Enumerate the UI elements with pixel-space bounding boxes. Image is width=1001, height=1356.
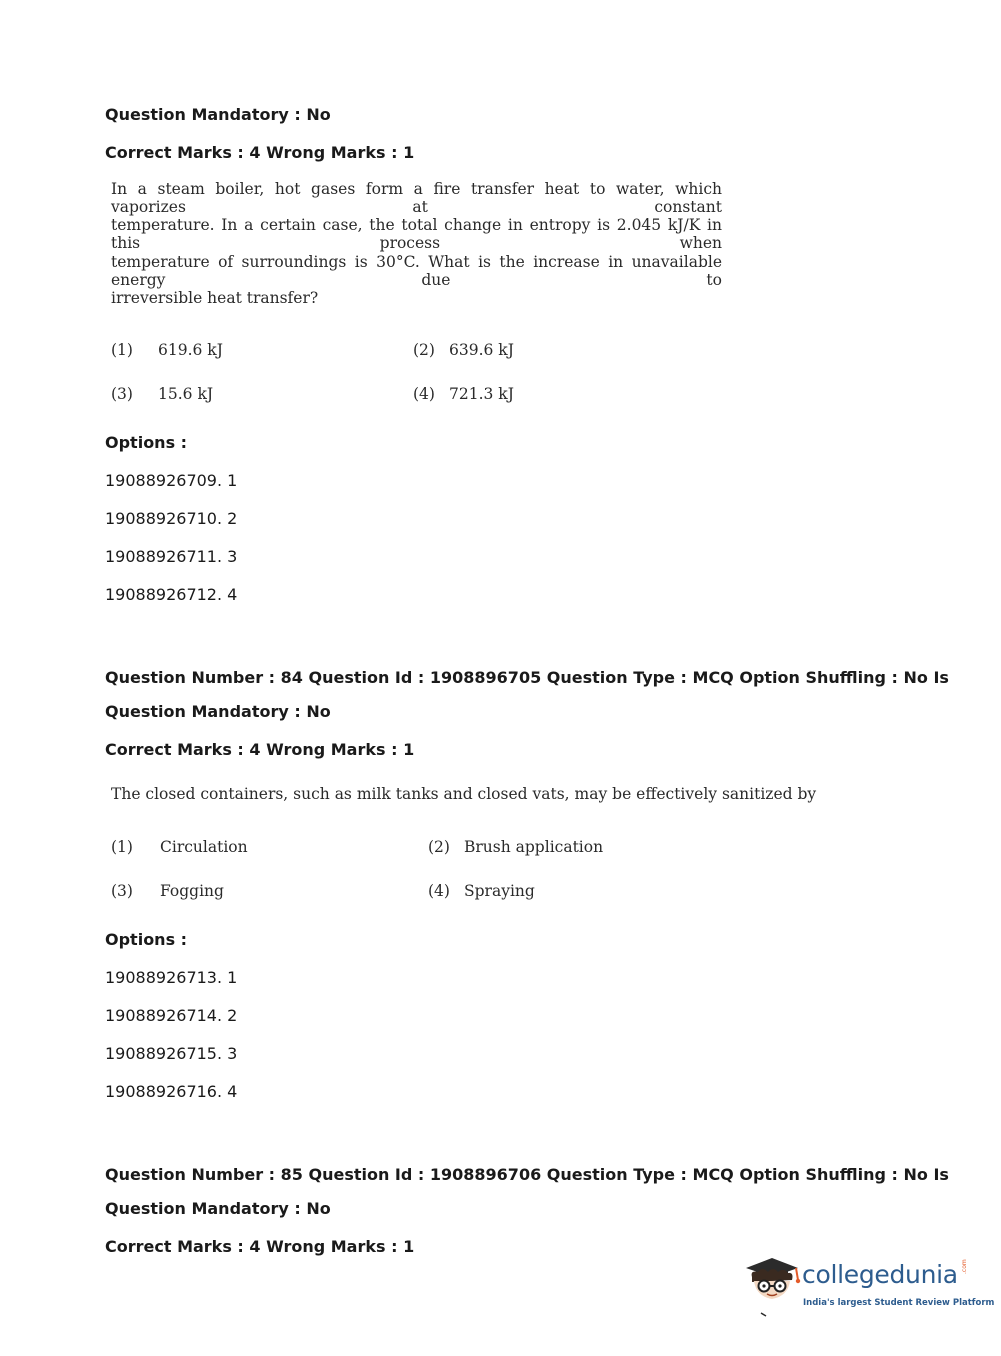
- answer-choice: [428, 838, 603, 856]
- option-id: 19088926716. 4: [105, 1082, 238, 1101]
- brand-suffix: .com: [961, 1259, 968, 1274]
- option-id: 19088926712. 4: [105, 585, 238, 604]
- choice-text: Fogging: [160, 882, 224, 900]
- option-id: 19088926713. 1: [105, 968, 238, 987]
- choice-number: (3): [111, 385, 133, 403]
- choice-text: 15.6 kJ: [158, 385, 214, 403]
- answer-choice: [111, 341, 223, 359]
- question-text-line: temperature of surroundings is 30°C. What is the increase in unavailable energy due to: [111, 253, 722, 289]
- choice-number: (1): [111, 838, 133, 856]
- choice-text: 619.6 kJ: [158, 341, 223, 359]
- option-id: 19088926710. 2: [105, 509, 238, 528]
- choice-text: 721.3 kJ: [449, 385, 514, 403]
- options-label: Options :: [105, 433, 188, 452]
- marks-line: Correct Marks : 4 Wrong Marks : 1: [105, 740, 415, 759]
- question-mandatory: Question Mandatory : No: [105, 105, 331, 124]
- choice-text: Brush application: [464, 838, 604, 856]
- question-header: Question Number : 84 Question Id : 1908896705 Question Type : MCQ Option Shuffling : No Is: [105, 668, 949, 687]
- answer-choice: [111, 882, 224, 900]
- brand-name: collegedunia: [802, 1260, 958, 1289]
- option-id: 19088926709. 1: [105, 471, 238, 490]
- answer-choice: [428, 882, 535, 900]
- choice-number: (3): [111, 882, 133, 900]
- question-text-line: In a steam boiler, hot gases form a fire transfer heat to water, which vaporizes at constant: [111, 180, 722, 216]
- option-id: 19088926715. 3: [105, 1044, 238, 1063]
- question-header: Question Number : 85 Question Id : 1908896706 Question Type : MCQ Option Shuffling : No Is: [105, 1165, 949, 1184]
- collegedunia-logo: [742, 1250, 995, 1322]
- question-text-line: irreversible heat transfer?: [111, 289, 319, 307]
- question-mandatory: Question Mandatory : No: [105, 1199, 331, 1218]
- choice-number: (2): [413, 341, 435, 359]
- question-text-line: temperature. In a certain case, the total change in entropy is 2.045 kJ/K in this process when: [111, 216, 722, 252]
- mascot-icon: [742, 1250, 804, 1322]
- question-text: The closed containers, such as milk tanks and closed vats, may be effectively sanitized by: [111, 785, 817, 803]
- choice-text: 639.6 kJ: [449, 341, 514, 359]
- choice-number: (4): [428, 882, 450, 900]
- answer-choice: [111, 838, 248, 856]
- option-id: 19088926711. 3: [105, 547, 238, 566]
- options-label: Options :: [105, 930, 188, 949]
- answer-choice: [413, 385, 514, 403]
- choice-number: (4): [413, 385, 435, 403]
- choice-text: Spraying: [464, 882, 535, 900]
- answer-choice: [413, 341, 514, 359]
- choice-number: (2): [428, 838, 450, 856]
- marks-line: Correct Marks : 4 Wrong Marks : 1: [105, 1237, 415, 1256]
- answer-choice: [111, 385, 213, 403]
- question-mandatory: Question Mandatory : No: [105, 702, 331, 721]
- choice-number: (1): [111, 341, 133, 359]
- option-id: 19088926714. 2: [105, 1006, 238, 1025]
- choice-text: Circulation: [160, 838, 248, 856]
- marks-line: Correct Marks : 4 Wrong Marks : 1: [105, 143, 415, 162]
- brand-tagline: India's largest Student Review Platform: [803, 1298, 995, 1308]
